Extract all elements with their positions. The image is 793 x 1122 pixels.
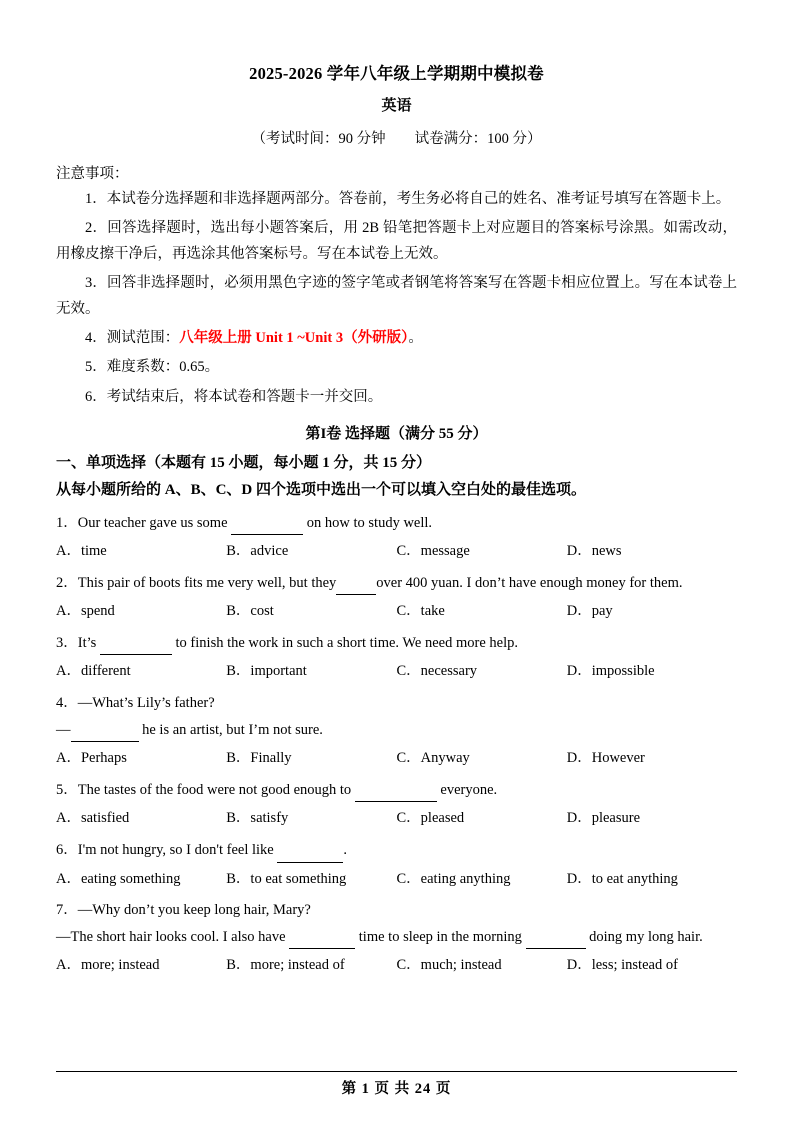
option-a[interactable]: A．more; instead (56, 957, 160, 974)
option-b[interactable]: B．more; instead of (226, 957, 345, 974)
answer-blank (336, 572, 376, 595)
answer-blank (355, 779, 437, 802)
option-row (56, 808, 737, 830)
option-row (56, 869, 737, 891)
question-text: 5．The tastes of the food were not good enough to (56, 781, 355, 798)
question-text: everyone. (436, 781, 498, 798)
option-a[interactable]: A．spend (56, 603, 115, 620)
option-d[interactable]: D．to eat anything (566, 870, 678, 887)
notice-item-3: 3．回答非选择题时，必须用黑色字迹的签字笔或者钢笔将答案写在答题卡相应位置上。写在本试卷上无效。 (56, 275, 737, 317)
answer-blank (100, 632, 172, 655)
question-stem (56, 512, 737, 535)
page-footer (0, 1071, 793, 1098)
question-text: 1．Our teacher gave us some (56, 514, 232, 531)
option-a[interactable]: A．time (56, 542, 107, 559)
option-b[interactable]: B．important (226, 663, 307, 680)
answer-blank (71, 719, 139, 742)
option-c[interactable]: C．pleased (396, 810, 465, 827)
question-text: doing my long hair. (585, 928, 703, 945)
question-stem-line2 (56, 926, 737, 949)
question-stem (56, 839, 737, 862)
answer-blank (231, 512, 303, 535)
option-row (56, 955, 737, 977)
option-d[interactable]: D．news (566, 542, 622, 559)
option-a[interactable]: A．satisfied (56, 810, 130, 827)
section-instruction: 从每小题所给的 A、B、C、D 四个选项中选出一个可以填入空白处的最佳选项。 (56, 481, 587, 498)
question-text: on how to study well. (303, 514, 433, 531)
question-text: — (56, 721, 71, 738)
option-row (56, 748, 737, 770)
option-row (56, 601, 737, 623)
option-b[interactable]: B．to eat something (226, 870, 347, 887)
question-text: . (343, 842, 347, 859)
option-a[interactable]: A．eating something (56, 870, 181, 887)
notice-item-4-suffix: 。 (408, 329, 423, 346)
option-a[interactable]: A．different (56, 663, 131, 680)
question-stem (56, 572, 737, 595)
section-heading: 一、单项选择（本题有 15 小题，每小题 1 分，共 15 分） (56, 455, 432, 471)
option-b[interactable]: B．Finally (226, 750, 292, 767)
footer-divider (56, 1071, 737, 1072)
option-a[interactable]: A．Perhaps (56, 750, 127, 767)
notice-item-5: 5．难度系数：0.65。 (85, 359, 220, 376)
page-number: 第 1 页 共 24 页 (341, 1081, 452, 1097)
option-c[interactable]: C．eating anything (396, 870, 511, 887)
option-c[interactable]: C．message (396, 542, 470, 559)
answer-blank (277, 839, 343, 862)
option-d[interactable]: D．less; instead of (566, 957, 678, 974)
option-d[interactable]: D．impossible (566, 663, 655, 680)
option-d[interactable]: D．pay (566, 603, 613, 620)
question-stem-line2 (56, 719, 737, 742)
question-stem (56, 779, 737, 802)
notice-item-4 (56, 326, 737, 351)
subject-title: 英语 (381, 98, 412, 114)
notice-item-6: 6．考试结束后，将本试卷和答题卡一并交回。 (85, 388, 383, 405)
question-text: time to sleep in the morning (355, 928, 526, 945)
question-text: 2．This pair of boots fits me very well, but they (56, 574, 337, 591)
option-c[interactable]: C．Anyway (396, 750, 470, 767)
question-text: to finish the work in such a short time. We need more help. (171, 634, 518, 651)
option-row (56, 661, 737, 683)
question-text: 6．I'm not hungry, so I don't feel like (56, 842, 278, 859)
option-b[interactable]: B．cost (226, 603, 274, 620)
question-text: he is an artist, but I’m not sure. (138, 721, 323, 738)
question-text: 4．—What’s Lily’s father? (56, 695, 215, 712)
option-d[interactable]: D．However (566, 750, 645, 767)
option-d[interactable]: D．pleasure (566, 810, 641, 827)
notice-item-4-prefix: 4．测试范围： (85, 329, 180, 346)
exam-info: （考试时间：90 分钟 试卷满分：100 分） (251, 131, 542, 147)
question-text: —The short hair looks cool. I also have (56, 928, 290, 945)
option-b[interactable]: B．advice (226, 542, 289, 559)
question-text: over 400 yuan. I don’t have enough money for them. (376, 574, 683, 591)
option-c[interactable]: C．necessary (396, 663, 478, 680)
option-c[interactable]: C．take (396, 603, 445, 620)
notice-item-4-range: 八年级上册 Unit 1 ~Unit 3（外研版） (179, 329, 409, 346)
answer-blank (526, 926, 586, 949)
notice-item-1: 1．本试卷分选择题和非选择题两部分。答卷前，考生务必将自己的姓名、准考证号填写在答题卡上。 (85, 191, 731, 207)
question-text: 3．It’s (56, 634, 100, 651)
question-stem (56, 632, 737, 655)
notice-heading: 注意事项： (56, 166, 129, 182)
option-c[interactable]: C．much; instead (396, 957, 502, 974)
page-title: 2025-2026 学年八年级上学期期中模拟卷 (249, 64, 544, 83)
part-title: 第I卷 选择题（满分 55 分） (305, 426, 488, 442)
question-stem (56, 692, 737, 714)
question-stem (56, 899, 737, 921)
question-text: 7．—Why don’t you keep long hair, Mary? (56, 902, 311, 919)
option-row (56, 541, 737, 563)
notice-item-2: 2．回答选择题时，选出每小题答案后，用 2B 铅笔把答题卡上对应题目的答案标号涂黑。如需改动，用橡皮擦干净后，再选涂其他答案标号。写在本试卷上无效。 (56, 220, 737, 262)
option-b[interactable]: B．satisfy (226, 810, 289, 827)
answer-blank (289, 926, 355, 949)
